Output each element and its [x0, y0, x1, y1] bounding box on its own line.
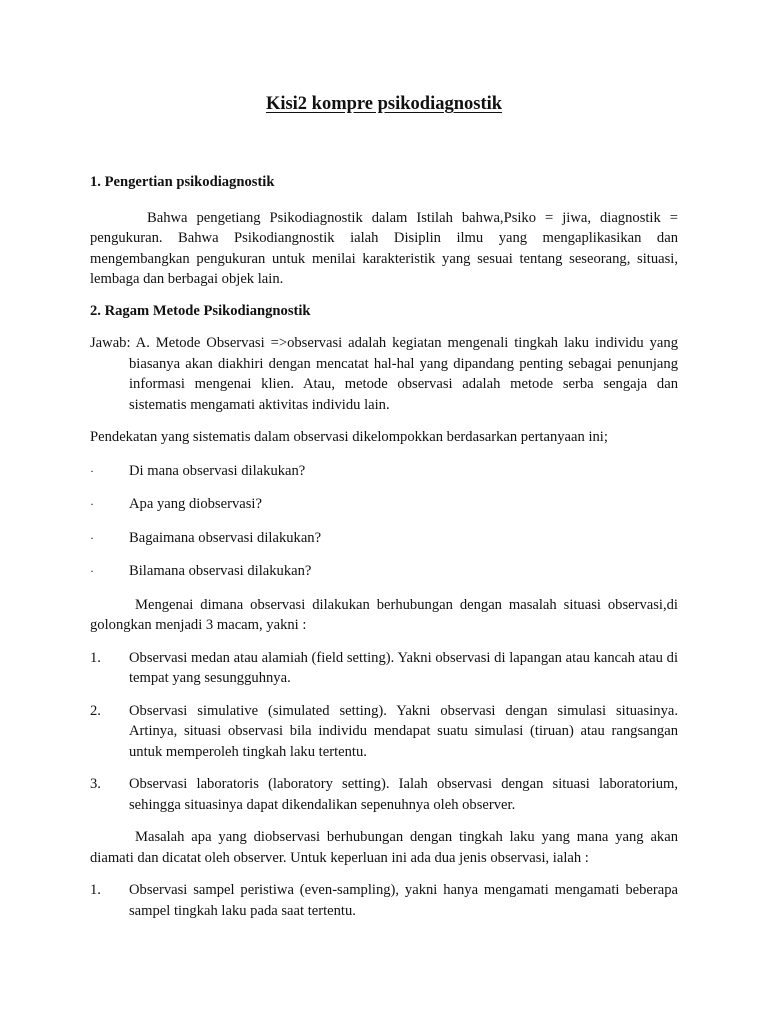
list-item — [90, 528, 678, 549]
list-item — [90, 561, 678, 582]
question-text: Bagaimana observasi dilakukan? — [129, 529, 322, 546]
bullet-dot-icon: · — [90, 564, 94, 578]
list-item — [90, 880, 678, 921]
list-number: 2. — [90, 702, 101, 719]
paragraph-approach: Pendekatan yang sistematis dalam observasi dikelompokkan berdasarkan pertanyaan ini; — [90, 429, 608, 445]
document-body — [90, 172, 678, 921]
list-item — [90, 774, 678, 815]
list-item — [90, 648, 678, 689]
paragraph-what-intro: Masalah apa yang diobservasi berhubungan dengan tingkah laku yang mana yang akan diamati dan dicatat oleh observer. Untuk keperluan ini ada dua jenis observasi, ialah : — [90, 829, 678, 866]
list-item — [90, 494, 678, 515]
bullet-dot-icon: · — [90, 463, 94, 478]
paragraph-definition: Bahwa pengetiang Psikodiagnostik dalam Istilah bahwa,Psiko = jiwa, diagnostik = pengukuran. Bahwa Psikodiangnostik ialah Disiplin ilmu yang mengaplikasikan dan mengembangkan pengukuran untuk menilai karakteristik yang sesuai tentang seseorang, situasi, lembaga dan berbagai objek lain. — [90, 209, 678, 287]
question-text: Di mana observasi dilakukan? — [129, 462, 306, 479]
list-number: 3. — [90, 776, 101, 792]
paragraph-where-intro: Mengenai dimana observasi dilakukan berhubungan dengan masalah situasi observasi,di golongkan menjadi 3 macam, yakni : — [90, 596, 678, 633]
section-heading-ragam-metode: 2. Ragam Metode Psikodiangnostik — [90, 302, 311, 319]
question-text: Apa yang diobservasi? — [129, 496, 262, 512]
list-number: 1. — [90, 649, 101, 666]
page-title: Kisi2 kompre psikodiagnostik — [265, 94, 503, 114]
section-heading-pengertian: 1. Pengertian psikodiagnostik — [90, 174, 275, 190]
setting-text: Observasi medan atau alamiah (field setting). Yakni observasi di lapangan atau kancah atau di tempat yang sesungguhnya. — [129, 649, 678, 686]
list-item — [90, 461, 678, 482]
paragraph-answer-observation: Jawab: A. Metode Observasi =>observasi adalah kegiatan mengenali tingkah laku individu yang biasanya akan diakhiri dengan mencatat hal-hal yang dipandang penting sebagai penunjang informasi mengenai klien. Atau, metode observasi adalah metode serba sengaja dan sistematis mengamati aktivitas individu lain. — [90, 335, 678, 413]
setting-text: Observasi simulative (simulated setting). Yakni observasi dengan simulasi situasinya. Artinya, situasi observasi bila individu mendapat suatu simulasi (tiruan) atau rangsangan untuk memperoleh tingkah laku tertentu. — [129, 702, 678, 760]
list-item — [90, 701, 678, 763]
type-text: Observasi sampel peristiwa (even-sampling), yakni hanya mengamati mengamati beberapa sampel tingkah laku pada saat tertentu. — [129, 882, 678, 919]
bullet-dot-icon: · — [90, 530, 94, 545]
question-text: Bilamana observasi dilakukan? — [129, 563, 312, 579]
setting-text: Observasi laboratoris (laboratory setting). Ialah observasi dengan situasi laboratorium, sehingga situasinya dapat dikendalikan sepenuhnya oleh observer. — [129, 776, 678, 813]
list-number: 1. — [90, 882, 101, 898]
bullet-dot-icon: · — [90, 497, 94, 511]
